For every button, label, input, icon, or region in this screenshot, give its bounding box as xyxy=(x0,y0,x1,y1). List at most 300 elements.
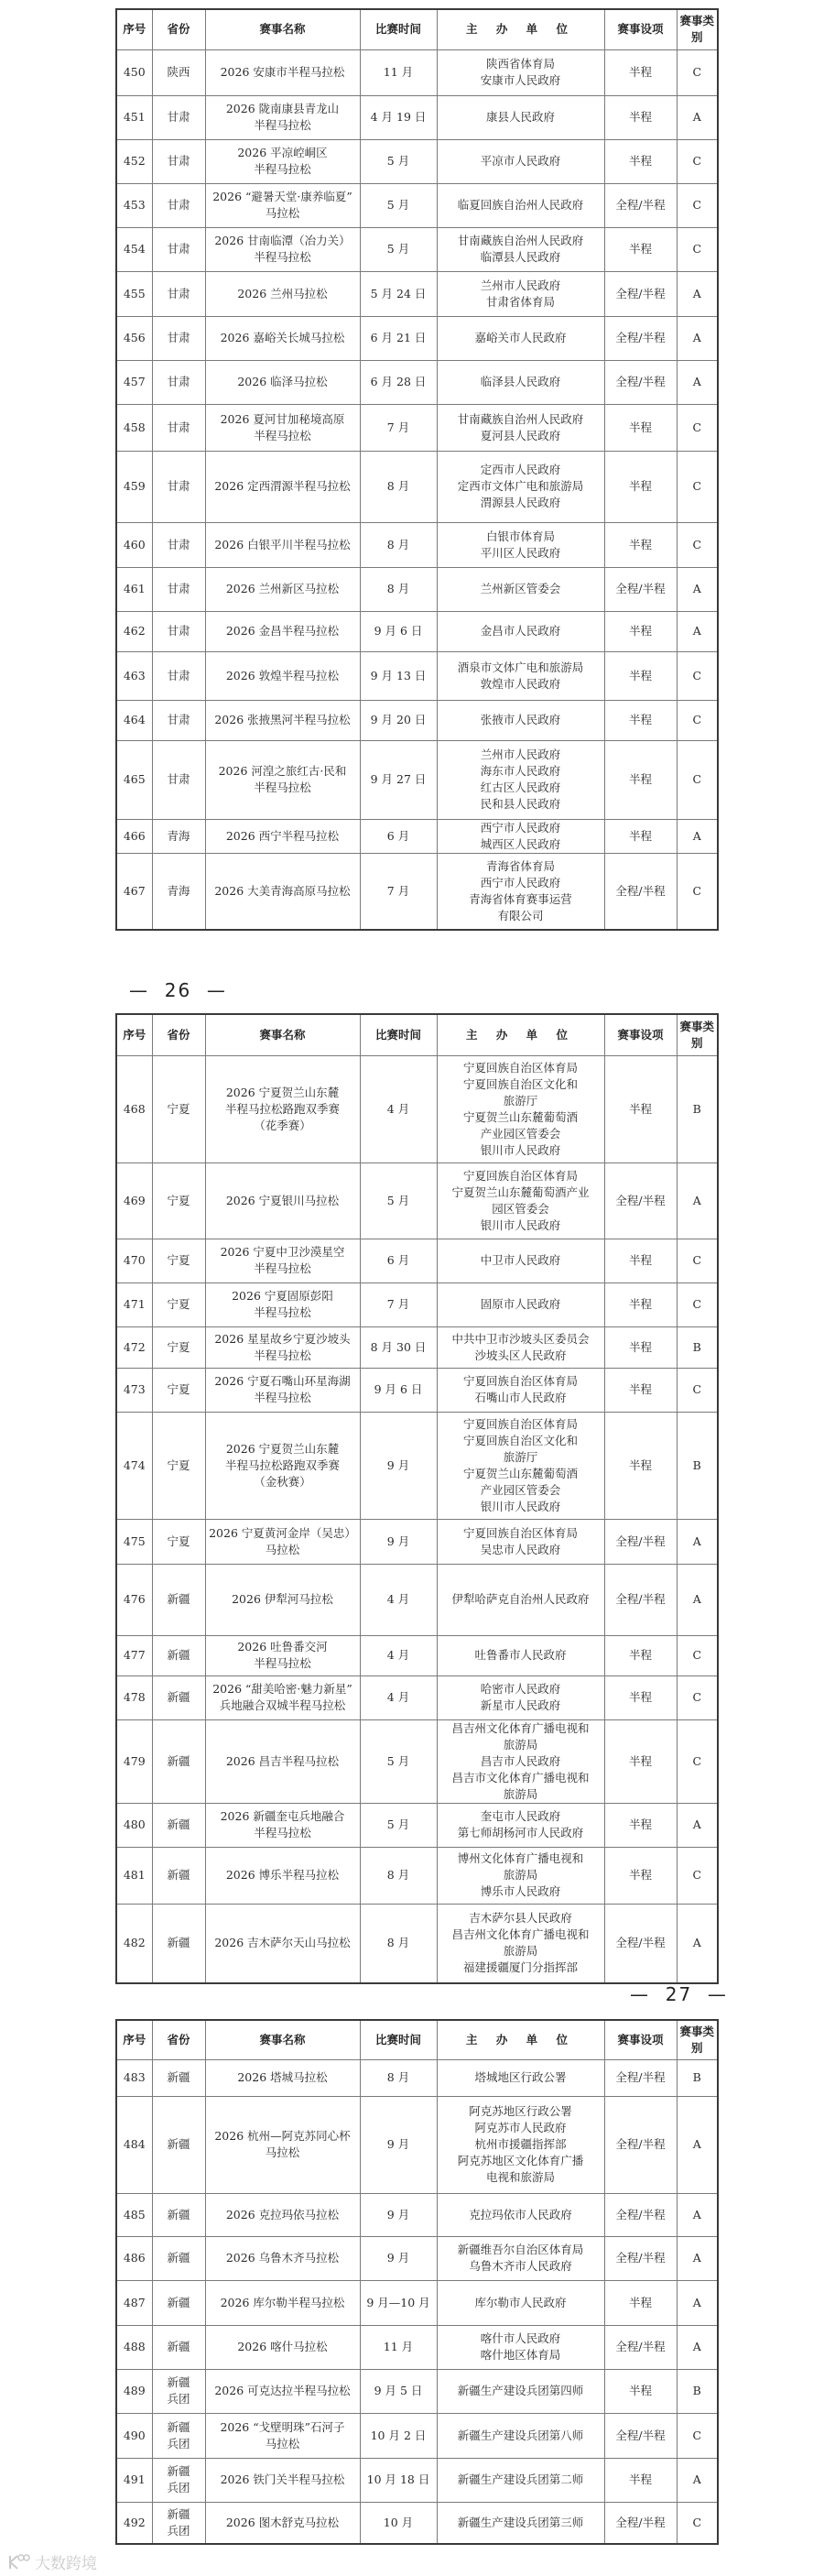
cell-seq: 483 xyxy=(116,2059,152,2096)
table-row xyxy=(116,2236,718,2280)
cell-category: A xyxy=(677,271,718,316)
name-line: 2026 宁夏贺兰山东麓 xyxy=(225,1085,340,1099)
cell-name xyxy=(205,1283,360,1326)
organizer-line: 第七师胡杨河市人民政府 xyxy=(457,1826,584,1839)
cell-organizer xyxy=(437,853,604,930)
cell-seq: 462 xyxy=(116,611,152,651)
cell-organizer xyxy=(437,404,604,451)
cell-seq: 452 xyxy=(116,139,152,183)
cell-date: 5 月 24 日 xyxy=(360,271,437,316)
organizer-line: 旅游厅 xyxy=(503,1449,538,1464)
cell-seq: 450 xyxy=(116,49,152,95)
cell-setting: 全程/半程 xyxy=(604,2325,677,2369)
name-line: 2026 夏河甘加秘境高原 xyxy=(220,411,345,426)
cell-date: 9 月 xyxy=(360,2096,437,2193)
name-line: 2026 乌鲁木齐马拉松 xyxy=(225,2251,340,2265)
organizer-line: 甘肃省体育局 xyxy=(485,294,555,309)
name-line: 2026 嘉峪关长城马拉松 xyxy=(220,331,345,344)
cell-province xyxy=(152,2458,205,2502)
cell-organizer xyxy=(437,1239,604,1283)
cell-organizer xyxy=(437,2236,604,2280)
organizer-line: 库尔勒市人民政府 xyxy=(474,2295,567,2309)
header-seq: 序号 xyxy=(116,1014,152,1055)
cell-province: 甘肃 xyxy=(152,183,205,227)
cell-name xyxy=(205,95,360,139)
cell-organizer xyxy=(437,2325,604,2369)
organizer-line: 产业园区管委会 xyxy=(480,1126,561,1141)
organizer-line: 定西市人民政府 xyxy=(480,463,561,476)
cell-organizer xyxy=(437,139,604,183)
table-row xyxy=(116,360,718,404)
organizer-line: 石嘴山市人民政府 xyxy=(474,1391,567,1404)
cell-category: A xyxy=(677,95,718,139)
name-line: 2026 吉木萨尔天山马拉松 xyxy=(214,1936,351,1950)
cell-category: C xyxy=(677,2502,718,2544)
organizer-line: 兰州市人民政府 xyxy=(480,748,561,761)
organizer-line: 旅游厅 xyxy=(503,1093,538,1108)
cell-seq: 471 xyxy=(116,1283,152,1326)
cell-setting: 半程 xyxy=(604,451,677,522)
organizer-line: 园区管委会 xyxy=(492,1201,549,1216)
organizer-line: 嘉峪关市人民政府 xyxy=(474,331,567,344)
organizer-line: 兰州市人民政府 xyxy=(480,278,561,292)
cell-province xyxy=(152,2369,205,2413)
table-row xyxy=(116,1326,718,1368)
name-line: 2026 西宁半程马拉松 xyxy=(225,828,340,843)
header-organizer: 主 办 单 位 xyxy=(437,2020,604,2059)
cell-organizer xyxy=(437,1326,604,1368)
cell-category: C xyxy=(677,522,718,567)
cell-seq: 485 xyxy=(116,2193,152,2236)
cell-name xyxy=(205,1519,360,1564)
organizer-line: 渭源县人民政府 xyxy=(480,496,561,509)
header-name: 赛事名称 xyxy=(205,9,360,49)
cell-province: 宁夏 xyxy=(152,1412,205,1519)
cell-province: 甘肃 xyxy=(152,95,205,139)
cell-date: 8 月 xyxy=(360,1847,437,1904)
cell-seq: 461 xyxy=(116,567,152,611)
name-line: 马拉松 xyxy=(265,2145,300,2159)
province-line: 兵团 xyxy=(167,2436,190,2450)
cell-province: 新疆 xyxy=(152,1635,205,1675)
cell-organizer xyxy=(437,567,604,611)
cell-category: A xyxy=(677,567,718,611)
cell-setting: 半程 xyxy=(604,651,677,700)
organizer-line: 博乐市人民政府 xyxy=(480,1884,561,1898)
cell-setting: 半程 xyxy=(604,522,677,567)
cell-province: 甘肃 xyxy=(152,567,205,611)
name-line: 2026 可克达拉半程马拉松 xyxy=(214,2384,351,2397)
organizer-line: 宁夏贺兰山东麓葡萄酒产业 xyxy=(451,1184,590,1199)
organizer-line: 新疆生产建设兵团第三师 xyxy=(457,2515,584,2529)
cell-date: 9 月 13 日 xyxy=(360,651,437,700)
cell-organizer xyxy=(437,360,604,404)
name-line: 2026 平凉崆峒区 xyxy=(237,146,328,159)
name-line: 半程马拉松路跑双季赛 xyxy=(224,1101,340,1116)
header-date: 比赛时间 xyxy=(360,1014,437,1055)
cell-name xyxy=(205,567,360,611)
cell-category: A xyxy=(677,1904,718,1983)
header-category xyxy=(677,1014,718,1055)
name-line: 2026 宁夏石嘴山环星海湖 xyxy=(214,1374,351,1388)
organizer-line: 杭州市援疆指挥部 xyxy=(474,2137,567,2151)
table-row xyxy=(116,95,718,139)
name-line: 2026 喀什马拉松 xyxy=(237,2340,328,2353)
cell-date: 8 月 xyxy=(360,567,437,611)
table-row xyxy=(116,49,718,95)
name-line: 半程马拉松 xyxy=(254,1826,311,1839)
cell-name xyxy=(205,1847,360,1904)
name-line: 2026 甘南临潭（冶力关） xyxy=(214,234,351,247)
name-line: 2026 塔城马拉松 xyxy=(237,2070,328,2084)
cell-category: A xyxy=(677,2325,718,2369)
cell-province: 甘肃 xyxy=(152,522,205,567)
organizer-line: 青海省体育赛事运营 xyxy=(469,891,572,906)
organizer-line: 吐鲁番市人民政府 xyxy=(474,1648,567,1662)
cell-province: 甘肃 xyxy=(152,611,205,651)
cell-category: A xyxy=(677,2280,718,2325)
cell-category: C xyxy=(677,1847,718,1904)
name-line: 半程马拉松 xyxy=(254,250,311,264)
cell-date: 8 月 xyxy=(360,2059,437,2096)
name-line: 2026 铁门关半程马拉松 xyxy=(220,2472,345,2486)
organizer-line: 固原市人民政府 xyxy=(480,1297,561,1311)
cell-province: 甘肃 xyxy=(152,404,205,451)
cell-setting: 半程 xyxy=(604,611,677,651)
cell-category: C xyxy=(677,404,718,451)
organizer-line: 新疆生产建设兵团第二师 xyxy=(457,2472,584,2486)
name-line: 2026 金昌半程马拉松 xyxy=(225,624,340,638)
cell-name xyxy=(205,522,360,567)
organizer-line: 乌鲁木齐市人民政府 xyxy=(469,2259,572,2273)
name-line: 2026 河湟之旅红古·民和 xyxy=(218,764,347,778)
organizer-line: 新疆维吾尔自治区体育局 xyxy=(457,2243,584,2256)
cell-province: 甘肃 xyxy=(152,139,205,183)
organizer-line: 兰州新区管委会 xyxy=(480,582,561,595)
table-row xyxy=(116,404,718,451)
cell-name xyxy=(205,1055,360,1162)
cell-date: 7 月 xyxy=(360,1283,437,1326)
cell-category: C xyxy=(677,227,718,271)
table-header-row xyxy=(116,2020,718,2059)
cell-province: 新疆 xyxy=(152,1675,205,1719)
cell-setting: 全程/半程 xyxy=(604,2096,677,2193)
header-label-line: 类别 xyxy=(690,14,715,45)
cell-province: 甘肃 xyxy=(152,700,205,740)
province-line: 新疆 xyxy=(167,2464,190,2478)
cell-category: C xyxy=(677,1635,718,1675)
cell-province: 甘肃 xyxy=(152,271,205,316)
cell-category: C xyxy=(677,49,718,95)
header-province: 省份 xyxy=(152,1014,205,1055)
name-line: 2026 安康市半程马拉松 xyxy=(220,65,345,79)
cell-category: C xyxy=(677,853,718,930)
cell-name xyxy=(205,2193,360,2236)
cell-province xyxy=(152,2413,205,2458)
cell-province: 宁夏 xyxy=(152,1055,205,1162)
name-line: 半程马拉松 xyxy=(254,428,311,442)
table-row xyxy=(116,1412,718,1519)
cell-seq: 482 xyxy=(116,1904,152,1983)
cell-seq: 454 xyxy=(116,227,152,271)
organizer-line: 银川市人民政府 xyxy=(480,1499,561,1513)
cell-province: 青海 xyxy=(152,819,205,853)
name-line: 2026 图木舒克马拉松 xyxy=(225,2515,340,2529)
cell-date: 4 月 xyxy=(360,1055,437,1162)
organizer-line: 旅游局 xyxy=(503,1868,538,1882)
cell-category: A xyxy=(677,1519,718,1564)
cell-setting: 半程 xyxy=(604,700,677,740)
organizer-line: 安康市人民政府 xyxy=(480,73,561,87)
cell-setting: 半程 xyxy=(604,139,677,183)
cell-seq: 467 xyxy=(116,853,152,930)
cell-category: C xyxy=(677,700,718,740)
cell-organizer xyxy=(437,651,604,700)
cell-date: 8 月 xyxy=(360,451,437,522)
cell-organizer xyxy=(437,2502,604,2544)
header-seq: 序号 xyxy=(116,9,152,49)
cell-setting: 全程/半程 xyxy=(604,271,677,316)
cell-province xyxy=(152,2502,205,2544)
page-number: — 26 — xyxy=(129,979,227,1001)
cell-category: C xyxy=(677,451,718,522)
cell-seq: 465 xyxy=(116,740,152,819)
cell-organizer xyxy=(437,2280,604,2325)
cell-name xyxy=(205,1412,360,1519)
cell-seq: 478 xyxy=(116,1675,152,1719)
organizer-line: 旅游局 xyxy=(503,1944,538,1959)
name-line: 半程马拉松 xyxy=(254,1348,311,1362)
cell-setting: 半程 xyxy=(604,1412,677,1519)
cell-seq: 487 xyxy=(116,2280,152,2325)
organizer-line: 宁夏回族自治区文化和 xyxy=(462,1433,578,1447)
cell-organizer xyxy=(437,271,604,316)
table-row xyxy=(116,1675,718,1719)
name-line: 半程马拉松 xyxy=(254,118,311,132)
cell-seq: 453 xyxy=(116,183,152,227)
province-line: 新疆 xyxy=(167,2506,190,2521)
cell-seq: 477 xyxy=(116,1635,152,1675)
organizer-line: 西宁市人民政府 xyxy=(480,875,561,890)
table-row xyxy=(116,227,718,271)
cell-province: 甘肃 xyxy=(152,451,205,522)
cell-province: 甘肃 xyxy=(152,316,205,360)
cell-date: 5 月 xyxy=(360,1719,437,1803)
cell-seq: 470 xyxy=(116,1239,152,1283)
cell-date: 11 月 xyxy=(360,2325,437,2369)
cell-seq: 475 xyxy=(116,1519,152,1564)
name-line: 2026 宁夏中卫沙漠星空 xyxy=(220,1245,345,1259)
cell-seq: 488 xyxy=(116,2325,152,2369)
cell-organizer xyxy=(437,183,604,227)
marathon-table xyxy=(115,2019,719,2545)
name-line: 2026 伊犁河马拉松 xyxy=(232,1592,333,1606)
cell-organizer xyxy=(437,819,604,853)
cell-category: B xyxy=(677,1326,718,1368)
cell-setting: 半程 xyxy=(604,227,677,271)
cell-date: 8 月 xyxy=(360,522,437,567)
header-setting: 赛事设项 xyxy=(604,9,677,49)
organizer-line: 昌吉市人民政府 xyxy=(480,1753,561,1768)
cell-date: 10 月 2 日 xyxy=(360,2413,437,2458)
cell-seq: 473 xyxy=(116,1368,152,1412)
cell-province: 新疆 xyxy=(152,1847,205,1904)
cell-name xyxy=(205,1635,360,1675)
marathon-table xyxy=(115,8,719,931)
cell-date: 10 月 xyxy=(360,2502,437,2544)
cell-setting: 半程 xyxy=(604,819,677,853)
cell-name xyxy=(205,1719,360,1803)
organizer-line: 酒泉市文体广电和旅游局 xyxy=(457,660,584,674)
organizer-line: 白银市体育局 xyxy=(485,529,555,543)
cell-seq: 451 xyxy=(116,95,152,139)
cell-date: 9 月 xyxy=(360,2236,437,2280)
cell-date: 4 月 xyxy=(360,1564,437,1635)
name-line: 2026 杭州—阿克苏同心杯 xyxy=(214,2129,351,2143)
cell-category: C xyxy=(677,1239,718,1283)
organizer-line: 喀什地区体育局 xyxy=(480,2348,561,2362)
cell-organizer xyxy=(437,1675,604,1719)
name-line: 半程马拉松 xyxy=(254,162,311,176)
cell-province: 新疆 xyxy=(152,2096,205,2193)
header-seq: 序号 xyxy=(116,2020,152,2059)
table-row xyxy=(116,740,718,819)
cell-setting: 全程/半程 xyxy=(604,2502,677,2544)
header-name: 赛事名称 xyxy=(205,1014,360,1055)
cell-name xyxy=(205,1239,360,1283)
cell-province: 甘肃 xyxy=(152,740,205,819)
cell-province: 新疆 xyxy=(152,2059,205,2096)
cell-category: A xyxy=(677,2236,718,2280)
cell-name xyxy=(205,740,360,819)
organizer-line: 阿克苏地区行政公署 xyxy=(469,2104,572,2118)
header-category xyxy=(677,2020,718,2059)
cell-seq: 464 xyxy=(116,700,152,740)
cell-category: C xyxy=(677,651,718,700)
province-line: 兵团 xyxy=(167,2392,190,2406)
cell-province: 新疆 xyxy=(152,2280,205,2325)
cell-category: A xyxy=(677,611,718,651)
header-label-line: 赛事 xyxy=(679,2024,703,2038)
cell-province: 新疆 xyxy=(152,1904,205,1983)
cell-date: 11 月 xyxy=(360,49,437,95)
cell-name xyxy=(205,2325,360,2369)
cell-name xyxy=(205,1368,360,1412)
cell-organizer xyxy=(437,227,604,271)
cell-province: 陕西 xyxy=(152,49,205,95)
cell-seq: 472 xyxy=(116,1326,152,1368)
cell-date: 9 月 27 日 xyxy=(360,740,437,819)
cell-organizer xyxy=(437,1412,604,1519)
cell-category: C xyxy=(677,2413,718,2458)
cell-seq: 458 xyxy=(116,404,152,451)
name-line: 半程马拉松 xyxy=(254,1391,311,1404)
name-line: 2026 大美青海高原马拉松 xyxy=(214,883,351,898)
table-row xyxy=(116,2193,718,2236)
organizer-line: 昌吉市文化体育广播电视和 xyxy=(451,1770,590,1785)
organizer-line: 临泽县人民政府 xyxy=(480,375,561,388)
cell-category: C xyxy=(677,740,718,819)
table-header-row xyxy=(116,1014,718,1055)
cell-seq: 480 xyxy=(116,1803,152,1847)
header-setting: 赛事设项 xyxy=(604,1014,677,1055)
organizer-line: 新疆生产建设兵团第四师 xyxy=(457,2384,584,2397)
name-line: （金秋赛） xyxy=(254,1474,311,1489)
table-header-row xyxy=(116,9,718,49)
cell-date: 4 月 xyxy=(360,1675,437,1719)
cell-organizer xyxy=(437,740,604,819)
table-row xyxy=(116,1162,718,1239)
cell-date: 9 月 6 日 xyxy=(360,611,437,651)
cell-name xyxy=(205,2236,360,2280)
cell-name xyxy=(205,1803,360,1847)
cell-setting: 半程 xyxy=(604,49,677,95)
cell-name xyxy=(205,227,360,271)
cell-category: B xyxy=(677,1055,718,1162)
watermark-text: 大数跨境 xyxy=(35,2555,97,2573)
cell-setting: 半程 xyxy=(604,2280,677,2325)
header-organizer: 主 办 单 位 xyxy=(437,9,604,49)
table-row xyxy=(116,1368,718,1412)
cell-setting: 全程/半程 xyxy=(604,360,677,404)
header-category xyxy=(677,9,718,49)
cell-date: 9 月 xyxy=(360,1412,437,1519)
cell-date: 9 月—10 月 xyxy=(360,2280,437,2325)
organizer-line: 新星市人民政府 xyxy=(480,1698,561,1712)
cell-date: 6 月 xyxy=(360,819,437,853)
organizer-line: 旅游局 xyxy=(503,1786,538,1801)
name-line: 兵地融合双城半程马拉松 xyxy=(219,1698,346,1712)
cell-organizer xyxy=(437,2059,604,2096)
cell-date: 4 月 xyxy=(360,1635,437,1675)
name-line: （花季赛） xyxy=(254,1118,311,1132)
organizer-line: 金昌市人民政府 xyxy=(480,624,561,638)
cell-province: 甘肃 xyxy=(152,360,205,404)
cell-name xyxy=(205,2096,360,2193)
cell-organizer xyxy=(437,700,604,740)
cell-organizer xyxy=(437,1847,604,1904)
cell-province: 宁夏 xyxy=(152,1162,205,1239)
cell-category: C xyxy=(677,1368,718,1412)
name-line: 马拉松 xyxy=(265,206,300,220)
organizer-line: 吉木萨尔县人民政府 xyxy=(469,1911,572,1926)
table-row xyxy=(116,271,718,316)
name-line: 2026 宁夏黄河金岸（吴忠） xyxy=(209,1525,356,1540)
cell-category: A xyxy=(677,1803,718,1847)
table-row xyxy=(116,611,718,651)
organizer-line: 中卫市人民政府 xyxy=(480,1253,561,1267)
cell-seq: 490 xyxy=(116,2413,152,2458)
cell-name xyxy=(205,2458,360,2502)
organizer-line: 福建援疆厦门分指挥部 xyxy=(462,1960,578,1975)
cell-setting: 全程/半程 xyxy=(604,567,677,611)
name-line: 半程马拉松 xyxy=(254,1261,311,1275)
name-line: 2026 兰州新区马拉松 xyxy=(225,582,340,595)
cell-category: A xyxy=(677,1564,718,1635)
cell-organizer xyxy=(437,2413,604,2458)
cell-category: C xyxy=(677,139,718,183)
organizer-line: 沙坡头区人民政府 xyxy=(474,1348,567,1362)
organizer-line: 喀什市人民政府 xyxy=(480,2331,561,2345)
table-row xyxy=(116,853,718,930)
cell-date: 6 月 xyxy=(360,1239,437,1283)
cell-date: 5 月 xyxy=(360,227,437,271)
cell-setting: 全程/半程 xyxy=(604,2193,677,2236)
cell-name xyxy=(205,611,360,651)
organizer-line: 有限公司 xyxy=(497,908,544,922)
cell-setting: 全程/半程 xyxy=(604,2413,677,2458)
cell-setting: 全程/半程 xyxy=(604,1564,677,1635)
